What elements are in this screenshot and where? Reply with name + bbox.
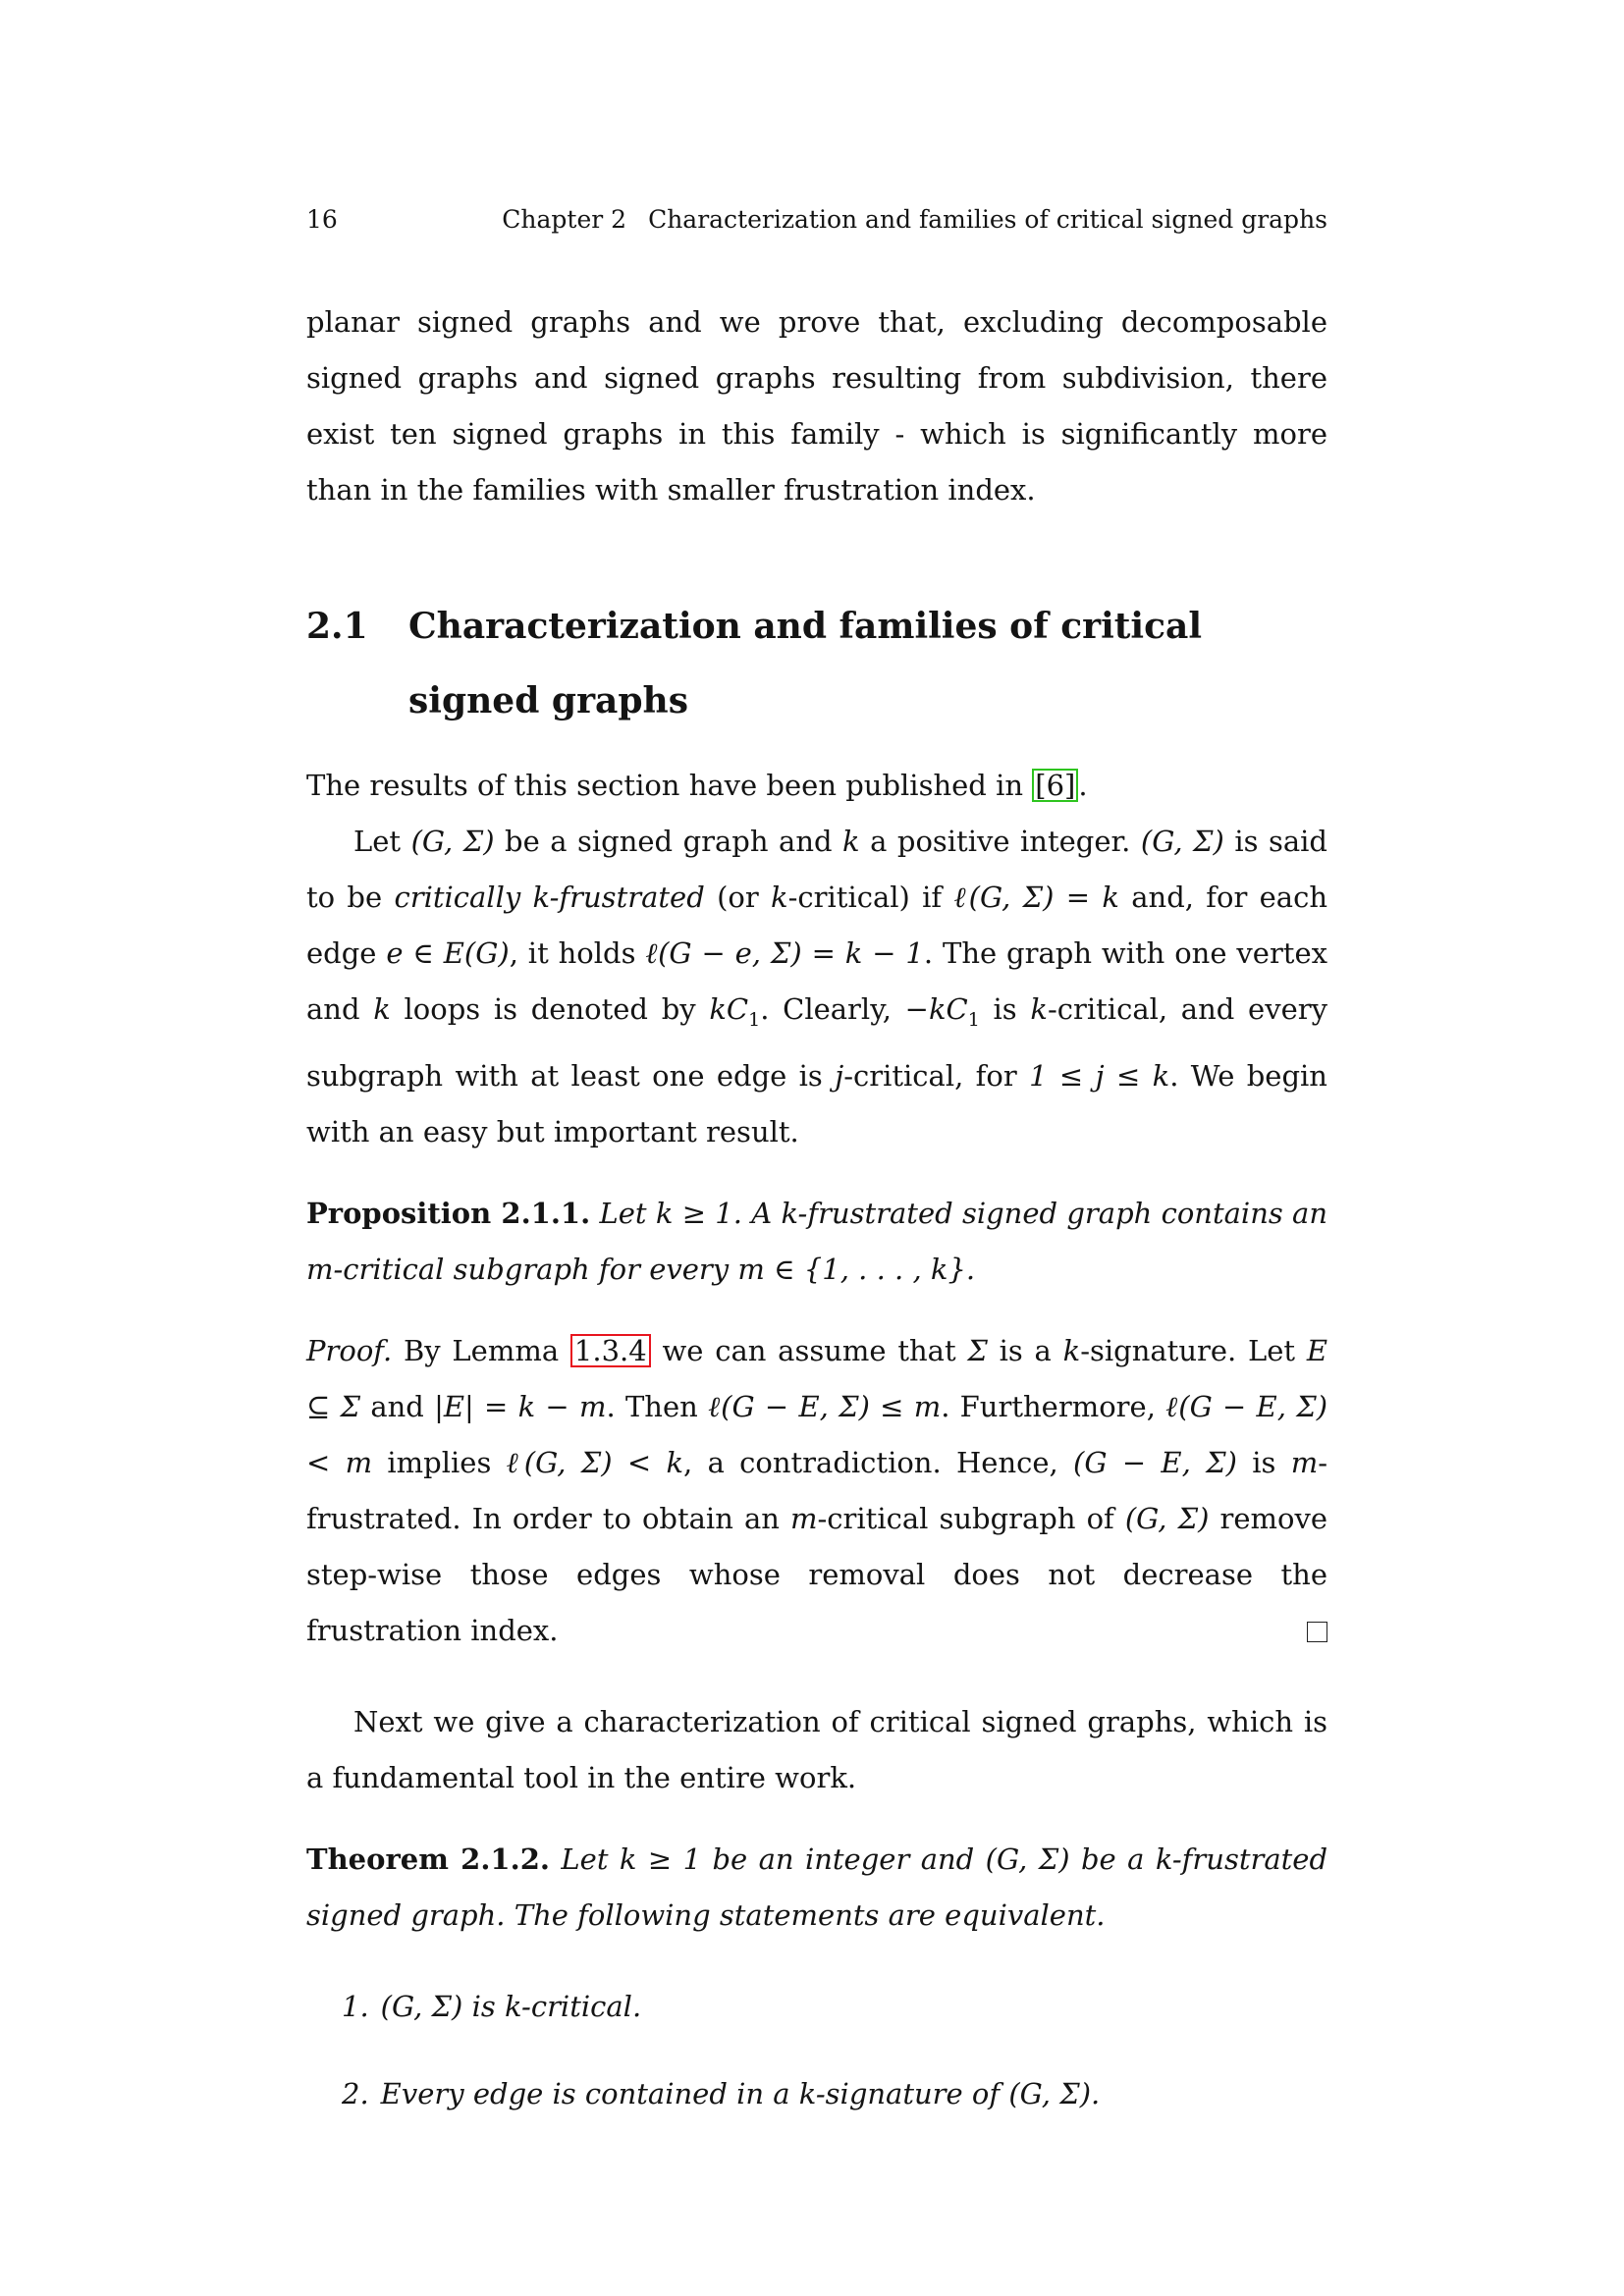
proof: Proof. By Lemma 1.3.4 we can assume that Σ is a k-signature. Let E ⊆ Σ and |E| = k − m. Then ℓ(G − E, Σ) ≤ m. Furthermore, ℓ(G − E, Σ) < m implies ℓ(G, Σ) < k, a contradiction. Hence, (G − E, Σ) is m-frustrated. In order to obtain an m-critical subgraph of (G, Σ) remove step-wise those edges whose removal does not decrease the frustration index. bbox=[306, 1333, 1328, 1647]
intro-paragraph: planar signed graphs and we prove that, excluding decomposable signed graphs and signed graphs resulting from subdivision, there exist ten signed graphs in this family - which is significantly more than in the families with smaller frustration index. bbox=[306, 305, 1327, 507]
theorem-label: Theorem 2.1.2. bbox=[306, 1842, 550, 1876]
page-number: 16 bbox=[306, 205, 338, 234]
proof-label: Proof. bbox=[306, 1333, 393, 1367]
section-heading bbox=[306, 589, 1327, 738]
running-title bbox=[502, 205, 1327, 234]
definition-paragraph: Let (G, Σ) be a signed graph and k a positive integer. (G, Σ) is said to be critically k-frustrated (or k-critical) if ℓ(G, Σ) = k and, for each edge e ∈ E(G), it holds ℓ(G − e, Σ) = k − 1. The graph with one vertex and k loops is denoted by $kC_1$. Clearly, $-kC_1$ is k-critical, and every subgraph with at least one edge is j-critical, for 1 ≤ j ≤ k. We begin with an easy but important result. bbox=[306, 825, 1328, 1148]
chapter-label: Chapter 2 bbox=[502, 205, 627, 234]
transition-paragraph: Next we give a characterization of critical signed graphs, which is a fundamental tool in the entire work. bbox=[306, 1704, 1327, 1794]
proposition-statement: Let k ≥ 1. A k-frustrated signed graph contains an m-critical subgraph for every m ∈ {1, . . . , k}. bbox=[306, 1196, 1327, 1286]
qed-square-icon bbox=[1307, 1622, 1327, 1642]
defined-term: critically k-frustrated bbox=[394, 881, 705, 914]
proposition bbox=[306, 1186, 1327, 1298]
list-item: 2. Every edge is contained in a k-signature of (G, Σ). bbox=[342, 2076, 1101, 2110]
publication-note: The results of this section have been published in [6] . bbox=[306, 769, 1088, 802]
proposition-label: Proposition 2.1.1. bbox=[306, 1196, 591, 1230]
theorem bbox=[306, 1832, 1327, 1944]
theorem-conditions-list bbox=[306, 1979, 1327, 2122]
theorem-statement: Let k ≥ 1 be an integer and (G, Σ) be a k-frustrated signed graph. The following statements are equivalent. bbox=[306, 1842, 1328, 1932]
list-item: 1. (G, Σ) is k-critical. bbox=[342, 1989, 642, 2023]
section-title: Characterization and families of critical signed graphs bbox=[408, 606, 1202, 721]
running-head bbox=[306, 205, 1327, 234]
section-body bbox=[306, 758, 1327, 1160]
citation-link[interactable]: [6] bbox=[1032, 769, 1078, 802]
lemma-reference-link[interactable]: 1.3.4 bbox=[570, 1334, 651, 1367]
chapter-title: Characterization and families of critical signed graphs bbox=[648, 205, 1327, 234]
main-content bbox=[306, 294, 1327, 2154]
section-number: 2.1 bbox=[306, 606, 368, 647]
